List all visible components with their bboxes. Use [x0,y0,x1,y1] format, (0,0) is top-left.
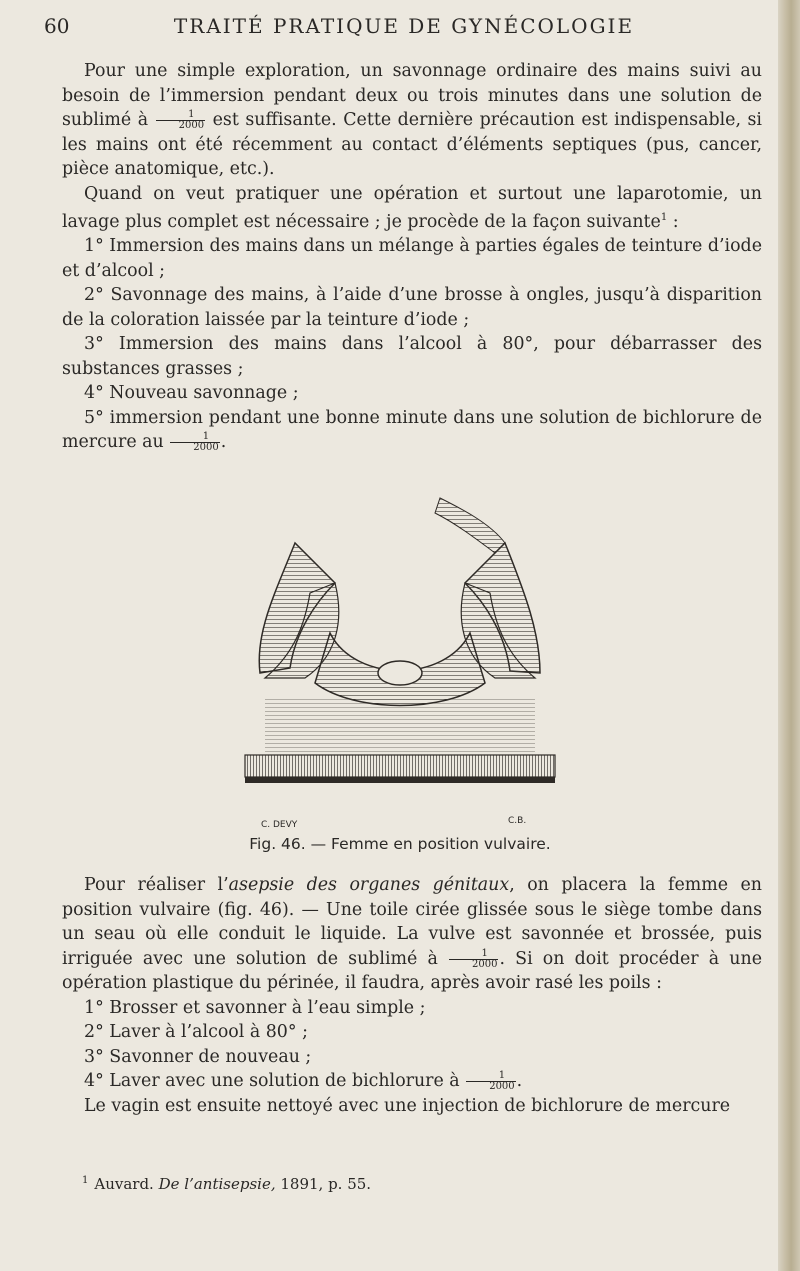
emphasis: asepsie des organes génitaux [228,875,510,895]
page-number: 60 [44,14,70,38]
fraction-denominator: 2000 [178,120,205,131]
footnote [82,1175,371,1193]
list-item: 2° Laver à l’alcool à 80° ; [84,1022,308,1042]
table-base [245,755,555,777]
page-header [44,14,764,44]
fraction-denominator: 2000 [489,1081,515,1092]
text-run: 5° immersion pendant une bonne minute dans une solution de bichlorure de mercure au [62,407,762,453]
list-item: 4° Nouveau savonnage ; [84,383,299,404]
figure-caption: Fig. 46. — Femme en position vulvaire. [249,835,551,853]
top-text-block [62,59,762,455]
text-run: . Si on doit procéder à une opération plastique du périnée, il faudra, après avoir rasé les poils : [62,948,762,993]
page-edge [778,0,800,1271]
text-run: Quand on veut pratiquer une opération et surtout une laparotomie, un lavage plus complet est nécessaire ; je procède de la façon suivante [62,183,762,232]
fraction [449,949,498,970]
assistant-arm [435,498,505,553]
list-item: 1° Brosser et savonner à l’eau simple ; [84,997,426,1018]
paragraph: Le vagin est ensuite nettoyé avec une injection de bichlorure de mercure [84,1095,731,1116]
fraction-denominator: 2000 [193,442,219,454]
text-run: Pour réaliser l’ [84,875,229,895]
fraction [170,432,219,453]
running-title: TRAITÉ PRATIQUE DE GYNÉCOLOGIE [173,14,635,38]
engraver-signature: C. DEVY [261,820,298,830]
text-run: est suffisante. Cette dernière précaution est indispensable, si les mains ont été récemment au contact d’éléments septiques (pus, cancer, pièce anatomique, etc.). [62,110,762,179]
footnote-details: 1891, p. 55. [275,1175,372,1193]
bottom-text-block [62,873,762,1118]
table-foot [245,777,555,783]
footnote-title: De l’antisepsie, [158,1175,276,1193]
footnote-author: Auvard. [94,1175,154,1193]
text-run: 4° Laver avec une solution de bichlorure à [84,1071,466,1091]
vulva [378,661,422,685]
list-item: 3° Immersion des mains dans l’alcool à 80°, pour débarrasser des substances grasses ; [62,334,762,379]
fraction-numerator: 1 [156,110,205,121]
artist-signature: C.B. [508,816,527,826]
footnote-mark: 1 [82,1175,89,1186]
list-item [62,406,762,455]
paragraph [62,59,762,182]
footnote-reference: 1 [660,212,668,223]
text-run: , on placera la femme en position vulvaire (fig. 46). — Une toile cirée glissée sous le siège tombe dans un seau où elle conduit le liquide. La vulve est savonnée et brossée, puis irriguée avec une solution de sublimé à [62,875,762,969]
text-run: . [516,1071,523,1091]
fraction-denominator: 2000 [472,958,498,970]
text-run: : [667,211,679,232]
paragraph [62,182,762,235]
fraction-numerator: 1 [466,1071,515,1082]
fraction [156,110,205,131]
list-item: 2° Savonnage des mains, à l’aide d’une brosse à ongles, jusqu’à disparition de la coloration laissée par la teinture d’iode ; [62,285,762,330]
fraction-numerator: 1 [449,949,498,960]
sheet [265,698,535,753]
figure-illustration [235,483,565,798]
text-run: . [220,432,227,453]
text-run: Pour une simple exploration, un savonnage ordinaire des mains suivi au besoin de l’immersion pendant deux ou trois minutes dans une solution de sublimé à [62,61,762,130]
paragraph [62,873,762,996]
list-item: 3° Savonner de nouveau ; [84,1046,312,1067]
fraction-numerator: 1 [170,432,219,443]
list-item: 1° Immersion des mains dans un mélange à parties égales de teinture d’iode et d’alcool ; [62,236,762,281]
list-item [62,1069,762,1094]
fraction [466,1071,515,1092]
